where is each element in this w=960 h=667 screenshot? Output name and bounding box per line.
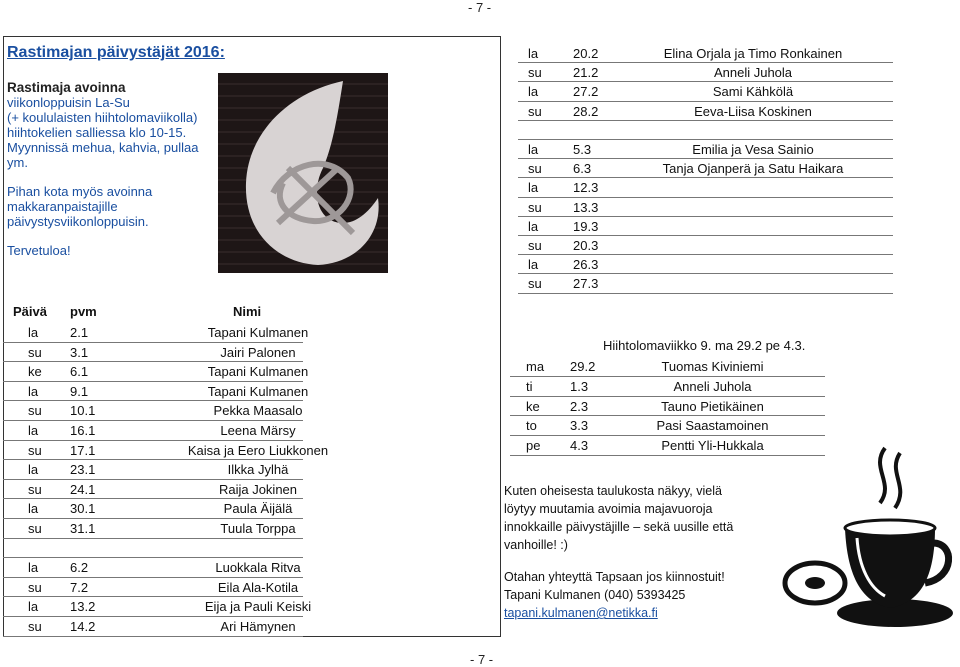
table-row (518, 255, 898, 274)
cell-name: Ari Hämynen (220, 619, 296, 634)
cell-day: la (528, 218, 539, 234)
cell-day: la (28, 462, 39, 478)
club-logo-image (218, 73, 388, 273)
cell-day: ke (526, 398, 540, 414)
holiday-week-title: Hiihtolomaviikko 9. ma 29.2 pe 4.3. (603, 338, 806, 353)
table-row (3, 519, 500, 539)
cell-date: 21.2 (573, 65, 599, 81)
cell-day: la (28, 599, 39, 615)
cell-date: 5.3 (573, 142, 592, 157)
cell-name: Pekka Maasalo (213, 403, 303, 419)
info-line: makkaranpaistajille (7, 199, 118, 214)
info-line: hiihtokelien salliessa klo 10-15. (7, 125, 187, 140)
cell-date: 10.1 (70, 403, 96, 419)
table-row (3, 617, 500, 637)
table-row (3, 480, 500, 500)
cell-name: Leena Märsy (220, 423, 296, 438)
cell-date: 2.3 (570, 398, 589, 414)
cell-day: su (28, 619, 42, 634)
cell-name: Pasi Saastamoinen (656, 418, 769, 434)
cell-name: Sami Kähkölä (712, 84, 794, 100)
cell-day: su (528, 238, 542, 253)
cell-name: Jairi Palonen (220, 344, 296, 360)
cell-date: 13.3 (573, 199, 599, 215)
cell-name: Paula Äijälä (223, 501, 293, 517)
info-line: (+ koululaisten hiihtolomaviikolla) (7, 110, 198, 125)
cell-day: su (528, 276, 542, 292)
table-row (518, 102, 898, 121)
cell-date: 7.2 (70, 579, 89, 595)
cell-date: 6.1 (70, 364, 89, 380)
cell-day: la (28, 423, 39, 438)
cell-date: 29.2 (570, 359, 596, 374)
cell-name: Eija ja Pauli Keiski (204, 599, 312, 615)
cell-date: 12.3 (573, 180, 599, 196)
table-row (3, 558, 500, 578)
note-line: löytyy muutamia avoimia majavuoroja (504, 502, 713, 516)
info-line-open: Rastimaja avoinna (7, 80, 126, 95)
table-row (510, 357, 825, 377)
cell-day: la (528, 142, 539, 157)
info-line: ym. (7, 155, 28, 170)
welcome-text: Tervetuloa! (7, 243, 71, 258)
cell-date: 3.1 (70, 344, 89, 360)
header-day: Päivä (13, 304, 47, 319)
info-line: viikonloppuisin La-Su (7, 95, 130, 110)
table-row (518, 198, 898, 217)
table-row (3, 578, 500, 598)
cell-date: 6.3 (573, 161, 592, 177)
cell-name: Eila Ala-Kotila (217, 579, 299, 595)
cell-day: su (528, 161, 542, 177)
cell-day: ke (28, 364, 42, 380)
cell-name: Anneli Juhola (713, 65, 793, 81)
page-number-top: - 7 - (468, 0, 492, 15)
table-row (518, 159, 898, 178)
table-row (3, 499, 500, 519)
cell-name: Tauno Pietikäinen (661, 398, 764, 414)
table-row (3, 421, 500, 441)
cell-date: 27.2 (573, 84, 599, 100)
cell-name: Tanja Ojanperä ja Satu Haikara (662, 161, 844, 177)
cell-name: Tuula Torppa (220, 521, 296, 536)
table-row (518, 217, 898, 236)
cell-day: ti (526, 378, 533, 394)
table-row (518, 82, 898, 101)
cell-day: pe (526, 438, 541, 454)
table-row (510, 377, 825, 397)
cell-name: Elina Orjala ja Timo Ronkainen (663, 46, 843, 61)
table-row (518, 121, 898, 140)
cell-name: Tapani Kulmanen (207, 364, 309, 380)
cell-date: 20.3 (573, 238, 599, 253)
cell-date: 6.2 (70, 560, 89, 576)
column-divider (500, 36, 501, 636)
cell-day: su (28, 403, 42, 419)
page-number-bottom: - 7 - (470, 652, 494, 667)
cell-day: su (28, 344, 42, 360)
header-name: Nimi (233, 304, 262, 319)
note-block (504, 482, 774, 622)
table-row (3, 382, 500, 402)
table-row (3, 323, 500, 343)
table-row (518, 178, 898, 197)
cell-date: 28.2 (573, 103, 599, 119)
table-row (518, 44, 898, 63)
cell-name: Eeva-Liisa Koskinen (694, 103, 812, 119)
cell-date: 30.1 (70, 501, 96, 517)
cell-name: Tuomas Kiviniemi (661, 359, 764, 374)
cell-date: 2.1 (70, 325, 89, 340)
cell-name: Luokkala Ritva (215, 560, 301, 576)
info-line: Myynnissä mehua, kahvia, pullaa (7, 140, 199, 155)
table-row (3, 362, 500, 382)
table-row (3, 539, 500, 559)
cell-day: to (526, 418, 537, 434)
table-row (3, 460, 500, 480)
info-line: Pihan kota myös avoinna (7, 184, 153, 199)
contact-email-link[interactable]: tapani.kulmanen@netikka.fi (504, 606, 658, 620)
cell-date: 23.1 (70, 462, 96, 478)
table-row (518, 236, 898, 255)
cell-day: la (528, 180, 539, 196)
table-row (3, 441, 500, 461)
cell-name: Kaisa ja Eero Liukkonen (187, 442, 329, 458)
note-line: innokkaille päivystäjille – sekä uusille että (504, 520, 734, 534)
cell-day: la (528, 46, 539, 61)
cell-date: 1.3 (570, 378, 589, 394)
cell-date: 19.3 (573, 218, 599, 234)
cell-day: la (28, 325, 39, 340)
table-row (3, 597, 500, 617)
note-line: vanhoille! :) (504, 538, 568, 552)
cell-name: Ilkka Jylhä (227, 462, 289, 478)
header-date: pvm (70, 304, 97, 319)
cell-date: 17.1 (70, 442, 96, 458)
cell-day: su (528, 65, 542, 81)
cell-day: su (28, 481, 42, 497)
info-block (7, 80, 247, 258)
table-row (518, 140, 898, 159)
cell-name: Tapani Kulmanen (207, 325, 309, 340)
note-line: Kuten oheisesta taulukosta näkyy, vielä (504, 484, 722, 498)
cell-date: 14.2 (70, 619, 96, 634)
cell-day: la (528, 84, 539, 100)
cell-date: 4.3 (570, 438, 589, 454)
cell-date: 3.3 (570, 418, 589, 434)
cell-day: su (528, 103, 542, 119)
note-contact-phone: Tapani Kulmanen (040) 5393425 (504, 588, 686, 602)
top-border (3, 36, 501, 37)
cell-day: su (28, 521, 42, 536)
cell-name: Tapani Kulmanen (207, 383, 309, 399)
cell-day: la (28, 383, 39, 399)
cell-day: su (528, 199, 542, 215)
row-divider (518, 293, 893, 294)
cell-name: Pentti Yli-Hukkala (661, 438, 764, 454)
cell-date: 27.3 (573, 276, 599, 292)
page-title: Rastimajan päivystäjät 2016: (7, 44, 225, 61)
info-line: päivystysviikonloppuisin. (7, 214, 149, 229)
cell-day: la (28, 560, 39, 576)
table-row (3, 401, 500, 421)
table-row (510, 416, 825, 436)
row-divider (3, 636, 303, 637)
cell-date: 20.2 (573, 46, 599, 61)
cell-day: su (28, 442, 42, 458)
table-row (510, 397, 825, 417)
cell-day: su (28, 579, 42, 595)
cell-date: 9.1 (70, 383, 89, 399)
table-row (518, 63, 898, 82)
note-contact-line: Otahan yhteyttä Tapsaan jos kiinnostuit! (504, 570, 725, 584)
cell-name: Raija Jokinen (218, 481, 298, 497)
cell-date: 24.1 (70, 481, 96, 497)
coffee-cup-image (775, 438, 955, 638)
cell-date: 16.1 (70, 423, 96, 438)
cell-date: 26.3 (573, 257, 599, 273)
cell-name: Emilia ja Vesa Sainio (692, 142, 814, 157)
cell-day: la (528, 257, 539, 273)
table-header (3, 302, 500, 321)
cell-date: 13.2 (70, 599, 96, 615)
cell-name: Anneli Juhola (673, 378, 752, 394)
cell-day: ma (526, 359, 545, 374)
table-row (3, 343, 500, 363)
table-row (518, 274, 898, 293)
cell-day: la (28, 501, 39, 517)
cell-date: 31.1 (70, 521, 96, 536)
